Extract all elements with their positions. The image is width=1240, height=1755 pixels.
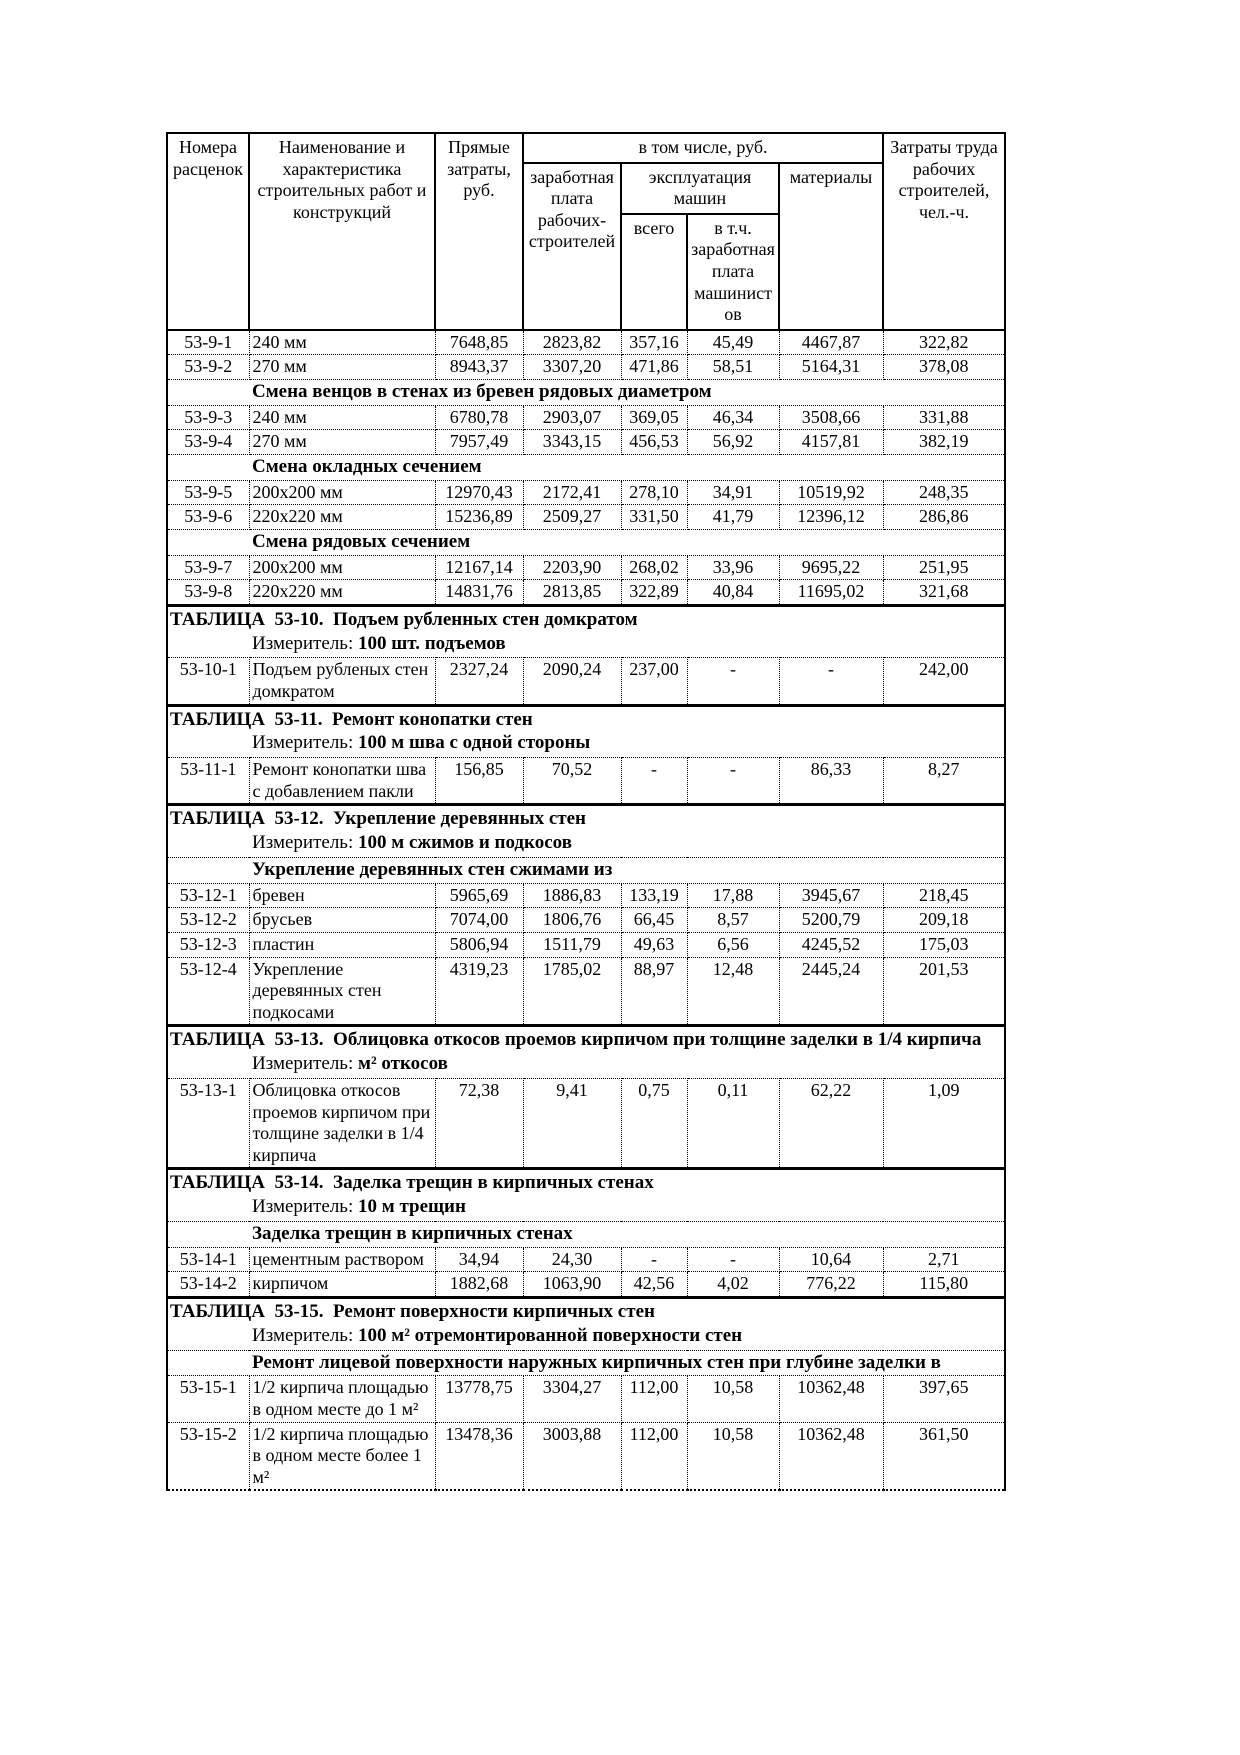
rate-name-cell: 220х220 мм bbox=[249, 505, 435, 530]
col-header-including: в том числе, руб. bbox=[523, 133, 883, 163]
rate-code-cell: 53-11-1 bbox=[167, 758, 249, 805]
rate-value-cell: 2203,90 bbox=[523, 555, 621, 580]
rate-value-cell: 331,50 bbox=[621, 505, 687, 530]
rate-value-cell: 34,91 bbox=[687, 480, 779, 505]
measurer-value: 100 м² отремонтированной поверхности стен bbox=[358, 1324, 743, 1346]
data-row bbox=[167, 580, 1005, 606]
data-row bbox=[167, 1079, 1005, 1169]
section-row bbox=[167, 454, 1005, 480]
rate-value-cell: 4319,23 bbox=[435, 957, 523, 1026]
rate-value-cell: 8943,37 bbox=[435, 355, 523, 380]
rate-value-cell: 9,41 bbox=[523, 1079, 621, 1169]
rate-value-cell: 382,19 bbox=[883, 430, 1005, 455]
rate-value-cell: 397,65 bbox=[883, 1376, 1005, 1422]
section-row bbox=[167, 1350, 1005, 1376]
rate-code-cell: 53-12-3 bbox=[167, 933, 249, 958]
rate-value-cell: 2509,27 bbox=[523, 505, 621, 530]
rate-value-cell: 13478,36 bbox=[435, 1422, 523, 1490]
rate-value-cell: 322,82 bbox=[883, 330, 1005, 355]
rate-value-cell: 237,00 bbox=[621, 658, 687, 705]
rate-name-cell: 220х220 мм bbox=[249, 580, 435, 606]
rate-value-cell: 49,63 bbox=[621, 933, 687, 958]
measurer-line bbox=[167, 1325, 1005, 1350]
rate-value-cell: 1886,83 bbox=[523, 883, 621, 908]
data-row bbox=[167, 1247, 1005, 1272]
rate-value-cell: 7074,00 bbox=[435, 908, 523, 933]
rate-value-cell: 6780,78 bbox=[435, 405, 523, 430]
data-row bbox=[167, 355, 1005, 380]
measurer-line bbox=[167, 732, 1005, 757]
table-title: ТАБЛИЦА 53-14. Заделка трещин в кирпичных стенах bbox=[167, 1169, 1005, 1196]
measurer-line bbox=[167, 832, 1005, 857]
rate-value-cell: 15236,89 bbox=[435, 505, 523, 530]
rate-value-cell: 112,00 bbox=[621, 1422, 687, 1490]
rate-value-cell: 286,86 bbox=[883, 505, 1005, 530]
rate-value-cell: 2903,07 bbox=[523, 405, 621, 430]
rate-value-cell: 357,16 bbox=[621, 330, 687, 355]
section-heading: Смена рядовых сечением bbox=[167, 529, 1005, 555]
rate-value-cell: 251,95 bbox=[883, 555, 1005, 580]
measurer-label: Измеритель: bbox=[252, 832, 354, 854]
data-row bbox=[167, 555, 1005, 580]
rate-value-cell: 7648,85 bbox=[435, 330, 523, 355]
rate-name-cell: 200х200 мм bbox=[249, 555, 435, 580]
rate-value-cell: 112,00 bbox=[621, 1376, 687, 1422]
rate-value-cell: 1806,76 bbox=[523, 908, 621, 933]
section-heading: Смена окладных сечением bbox=[167, 454, 1005, 480]
rate-value-cell: 4467,87 bbox=[779, 330, 883, 355]
section-row bbox=[167, 858, 1005, 884]
rate-value-cell: 115,80 bbox=[883, 1272, 1005, 1298]
title-row bbox=[167, 705, 1005, 732]
rate-name-cell: цементным раствором bbox=[249, 1247, 435, 1272]
table-header bbox=[167, 133, 1005, 330]
rate-value-cell: - bbox=[779, 658, 883, 705]
rate-name-cell: брусьев bbox=[249, 908, 435, 933]
rate-value-cell: 8,57 bbox=[687, 908, 779, 933]
col-header-numbers: Номера расценок bbox=[167, 133, 249, 330]
measurer-label: Измеритель: bbox=[252, 1196, 354, 1218]
rate-value-cell: 12396,12 bbox=[779, 505, 883, 530]
rate-value-cell: 201,53 bbox=[883, 957, 1005, 1026]
col-header-direct-costs: Прямые затраты, руб. bbox=[435, 133, 523, 330]
rate-value-cell: 331,88 bbox=[883, 405, 1005, 430]
table-title: ТАБЛИЦА 53-15. Ремонт поверхности кирпичных стен bbox=[167, 1297, 1005, 1324]
data-row bbox=[167, 405, 1005, 430]
rate-value-cell: 4157,81 bbox=[779, 430, 883, 455]
rate-name-cell: 200х200 мм bbox=[249, 480, 435, 505]
rate-name-cell: 1/2 кирпича площадью в одном месте более 1 м² bbox=[249, 1422, 435, 1490]
rate-value-cell: 133,19 bbox=[621, 883, 687, 908]
rate-value-cell: 4245,52 bbox=[779, 933, 883, 958]
rate-value-cell: 8,27 bbox=[883, 758, 1005, 805]
rate-value-cell: 10519,92 bbox=[779, 480, 883, 505]
rate-value-cell: 56,92 bbox=[687, 430, 779, 455]
rate-value-cell: 62,22 bbox=[779, 1079, 883, 1169]
title-row bbox=[167, 805, 1005, 832]
rate-value-cell: 0,11 bbox=[687, 1079, 779, 1169]
data-row bbox=[167, 480, 1005, 505]
measurer-row bbox=[167, 633, 1005, 658]
rate-value-cell: 456,53 bbox=[621, 430, 687, 455]
rate-name-cell: кирпичом bbox=[249, 1272, 435, 1298]
rate-value-cell: 1063,90 bbox=[523, 1272, 621, 1298]
rate-value-cell: 2090,24 bbox=[523, 658, 621, 705]
rate-value-cell: 4,02 bbox=[687, 1272, 779, 1298]
col-header-name: Наименование и характеристика строительных работ и конструкций bbox=[249, 133, 435, 330]
rate-value-cell: 2327,24 bbox=[435, 658, 523, 705]
rate-value-cell: 10,58 bbox=[687, 1376, 779, 1422]
rate-value-cell: 12,48 bbox=[687, 957, 779, 1026]
table-title: ТАБЛИЦА 53-12. Укрепление деревянных стен bbox=[167, 805, 1005, 832]
measurer-row bbox=[167, 1196, 1005, 1221]
rate-value-cell: 86,33 bbox=[779, 758, 883, 805]
rate-value-cell: 1511,79 bbox=[523, 933, 621, 958]
col-header-wages: заработная плата рабочих-строителей bbox=[523, 163, 621, 330]
rate-value-cell: 1,09 bbox=[883, 1079, 1005, 1169]
rate-value-cell: 10362,48 bbox=[779, 1422, 883, 1490]
rate-value-cell: 10362,48 bbox=[779, 1376, 883, 1422]
rate-value-cell: 14831,76 bbox=[435, 580, 523, 606]
rate-code-cell: 53-9-7 bbox=[167, 555, 249, 580]
rate-value-cell: 11695,02 bbox=[779, 580, 883, 606]
rate-value-cell: - bbox=[621, 758, 687, 805]
rate-value-cell: 40,84 bbox=[687, 580, 779, 606]
rate-value-cell: 12970,43 bbox=[435, 480, 523, 505]
rate-value-cell: 7957,49 bbox=[435, 430, 523, 455]
rate-value-cell: 242,00 bbox=[883, 658, 1005, 705]
rate-name-cell: бревен bbox=[249, 883, 435, 908]
col-header-machinist-wages: в т.ч. заработная плата машинисто​в bbox=[687, 214, 779, 330]
rate-code-cell: 53-9-3 bbox=[167, 405, 249, 430]
rate-value-cell: 5965,69 bbox=[435, 883, 523, 908]
rate-value-cell: - bbox=[687, 1247, 779, 1272]
rate-value-cell: 88,97 bbox=[621, 957, 687, 1026]
measurer-label: Измеритель: bbox=[252, 632, 354, 654]
rate-value-cell: - bbox=[687, 758, 779, 805]
measurer-value: 100 м шва с одной стороны bbox=[358, 732, 591, 754]
data-row bbox=[167, 908, 1005, 933]
rate-value-cell: 5164,31 bbox=[779, 355, 883, 380]
rate-value-cell: 268,02 bbox=[621, 555, 687, 580]
measurer-value: 100 шт. подъемов bbox=[358, 632, 506, 654]
rate-value-cell: 70,52 bbox=[523, 758, 621, 805]
measurer-line bbox=[167, 1053, 1005, 1078]
rate-value-cell: 776,22 bbox=[779, 1272, 883, 1298]
measurer-label: Измеритель: bbox=[252, 732, 354, 754]
rate-code-cell: 53-12-4 bbox=[167, 957, 249, 1026]
rate-code-cell: 53-9-6 bbox=[167, 505, 249, 530]
rate-value-cell: 2823,82 bbox=[523, 330, 621, 355]
table-title: ТАБЛИЦА 53-13. Облицовка откосов проемов кирпичом при толщине заделки в 1/4 кирпича bbox=[167, 1026, 1005, 1053]
section-heading: Укрепление деревянных стен сжимами из bbox=[167, 858, 1005, 884]
rate-value-cell: 378,08 bbox=[883, 355, 1005, 380]
rate-value-cell: 24,30 bbox=[523, 1247, 621, 1272]
rate-name-cell: Подъем рубленых стен домкратом bbox=[249, 658, 435, 705]
rate-value-cell: 1882,68 bbox=[435, 1272, 523, 1298]
rate-name-cell: Облицовка откосов проемов кирпичом при толщине заделки в 1/4 кирпича bbox=[249, 1079, 435, 1169]
rate-code-cell: 53-9-1 bbox=[167, 330, 249, 355]
rate-value-cell: 1785,02 bbox=[523, 957, 621, 1026]
rate-value-cell: 45,49 bbox=[687, 330, 779, 355]
rate-name-cell: Укрепление деревянных стен подкосами bbox=[249, 957, 435, 1026]
table-title: ТАБЛИЦА 53-11. Ремонт конопатки стен bbox=[167, 705, 1005, 732]
rate-value-cell: 3304,27 bbox=[523, 1376, 621, 1422]
measurer-label: Измеритель: bbox=[252, 1053, 354, 1075]
measurer-line bbox=[167, 633, 1005, 658]
rate-value-cell: 6,56 bbox=[687, 933, 779, 958]
rate-value-cell: 58,51 bbox=[687, 355, 779, 380]
rate-value-cell: - bbox=[621, 1247, 687, 1272]
rate-name-cell: пластин bbox=[249, 933, 435, 958]
section-heading: Заделка трещин в кирпичных стенах bbox=[167, 1221, 1005, 1247]
rate-code-cell: 53-12-2 bbox=[167, 908, 249, 933]
col-header-total: всего bbox=[621, 214, 687, 330]
rate-value-cell: 41,79 bbox=[687, 505, 779, 530]
data-row bbox=[167, 1376, 1005, 1422]
rate-value-cell: 369,05 bbox=[621, 405, 687, 430]
title-row bbox=[167, 605, 1005, 632]
rate-name-cell: 1/2 кирпича площадью в одном месте до 1 м² bbox=[249, 1376, 435, 1422]
rate-name-cell: 240 мм bbox=[249, 330, 435, 355]
rate-value-cell: 42,56 bbox=[621, 1272, 687, 1298]
header-row-1 bbox=[167, 133, 1005, 163]
rate-value-cell: 3307,20 bbox=[523, 355, 621, 380]
rate-value-cell: 2445,24 bbox=[779, 957, 883, 1026]
rate-value-cell: 156,85 bbox=[435, 758, 523, 805]
rate-value-cell: 0,75 bbox=[621, 1079, 687, 1169]
rate-value-cell: 34,94 bbox=[435, 1247, 523, 1272]
rate-value-cell: 33,96 bbox=[687, 555, 779, 580]
rate-value-cell: 5200,79 bbox=[779, 908, 883, 933]
measurer-row bbox=[167, 832, 1005, 857]
rate-name-cell: Ремонт конопатки шва с добавлением пакли bbox=[249, 758, 435, 805]
rate-code-cell: 53-9-4 bbox=[167, 430, 249, 455]
rate-code-cell: 53-15-2 bbox=[167, 1422, 249, 1490]
data-row bbox=[167, 430, 1005, 455]
measurer-label: Измеритель: bbox=[252, 1324, 354, 1346]
rate-code-cell: 53-12-1 bbox=[167, 883, 249, 908]
rate-value-cell: 12167,14 bbox=[435, 555, 523, 580]
rate-value-cell: 248,35 bbox=[883, 480, 1005, 505]
rate-name-cell: 270 мм bbox=[249, 355, 435, 380]
data-row bbox=[167, 933, 1005, 958]
data-row bbox=[167, 758, 1005, 805]
rate-value-cell: 322,89 bbox=[621, 580, 687, 606]
measurer-line bbox=[167, 1196, 1005, 1221]
data-row bbox=[167, 505, 1005, 530]
title-row bbox=[167, 1026, 1005, 1053]
section-row bbox=[167, 529, 1005, 555]
measurer-value: 10 м трещин bbox=[358, 1196, 466, 1218]
table-body bbox=[167, 330, 1005, 1491]
rate-value-cell: 2813,85 bbox=[523, 580, 621, 606]
rate-value-cell: 72,38 bbox=[435, 1079, 523, 1169]
data-row bbox=[167, 1272, 1005, 1298]
col-header-machines: эксплуатация машин bbox=[621, 163, 779, 214]
rates-table bbox=[166, 132, 1006, 1491]
rate-value-cell: 2,71 bbox=[883, 1247, 1005, 1272]
rate-code-cell: 53-13-1 bbox=[167, 1079, 249, 1169]
rate-name-cell: 240 мм bbox=[249, 405, 435, 430]
data-row bbox=[167, 658, 1005, 705]
col-header-materials: материалы bbox=[779, 163, 883, 330]
section-heading: Ремонт лицевой поверхности наружных кирпичных стен при глубине заделки в bbox=[167, 1350, 1005, 1376]
title-row bbox=[167, 1297, 1005, 1324]
rate-value-cell: 218,45 bbox=[883, 883, 1005, 908]
data-row bbox=[167, 883, 1005, 908]
rate-name-cell: 270 мм bbox=[249, 430, 435, 455]
rate-value-cell: 3343,15 bbox=[523, 430, 621, 455]
rate-code-cell: 53-9-8 bbox=[167, 580, 249, 606]
section-heading: Смена венцов в стенах из бревен рядовых диаметром bbox=[167, 379, 1005, 405]
rate-value-cell: 3003,88 bbox=[523, 1422, 621, 1490]
rate-value-cell: 17,88 bbox=[687, 883, 779, 908]
rate-value-cell: 471,86 bbox=[621, 355, 687, 380]
measurer-value: 100 м сжимов и подкосов bbox=[358, 832, 572, 854]
section-row bbox=[167, 1221, 1005, 1247]
rate-value-cell: 278,10 bbox=[621, 480, 687, 505]
data-row bbox=[167, 330, 1005, 355]
measurer-row bbox=[167, 1325, 1005, 1350]
rate-value-cell: 2172,41 bbox=[523, 480, 621, 505]
rate-value-cell: - bbox=[687, 658, 779, 705]
rate-value-cell: 175,03 bbox=[883, 933, 1005, 958]
rate-code-cell: 53-10-1 bbox=[167, 658, 249, 705]
rate-code-cell: 53-9-2 bbox=[167, 355, 249, 380]
measurer-row bbox=[167, 732, 1005, 757]
rate-code-cell: 53-9-5 bbox=[167, 480, 249, 505]
rate-value-cell: 361,50 bbox=[883, 1422, 1005, 1490]
measurer-row bbox=[167, 1053, 1005, 1078]
rate-value-cell: 3508,66 bbox=[779, 405, 883, 430]
rate-value-cell: 5806,94 bbox=[435, 933, 523, 958]
rate-value-cell: 46,34 bbox=[687, 405, 779, 430]
rate-value-cell: 13778,75 bbox=[435, 1376, 523, 1422]
measurer-value: м² откосов bbox=[358, 1053, 448, 1075]
rate-value-cell: 3945,67 bbox=[779, 883, 883, 908]
rate-value-cell: 66,45 bbox=[621, 908, 687, 933]
rate-value-cell: 9695,22 bbox=[779, 555, 883, 580]
rate-value-cell: 10,64 bbox=[779, 1247, 883, 1272]
table-title: ТАБЛИЦА 53-10. Подъем рубленных стен домкратом bbox=[167, 605, 1005, 632]
rate-value-cell: 10,58 bbox=[687, 1422, 779, 1490]
rate-code-cell: 53-15-1 bbox=[167, 1376, 249, 1422]
data-row bbox=[167, 957, 1005, 1026]
rate-code-cell: 53-14-1 bbox=[167, 1247, 249, 1272]
section-row bbox=[167, 379, 1005, 405]
rate-code-cell: 53-14-2 bbox=[167, 1272, 249, 1298]
rate-value-cell: 209,18 bbox=[883, 908, 1005, 933]
rate-value-cell: 321,68 bbox=[883, 580, 1005, 606]
data-row bbox=[167, 1422, 1005, 1490]
title-row bbox=[167, 1169, 1005, 1196]
col-header-labor: Затраты труда рабочих строителей, чел.-ч. bbox=[883, 133, 1005, 330]
